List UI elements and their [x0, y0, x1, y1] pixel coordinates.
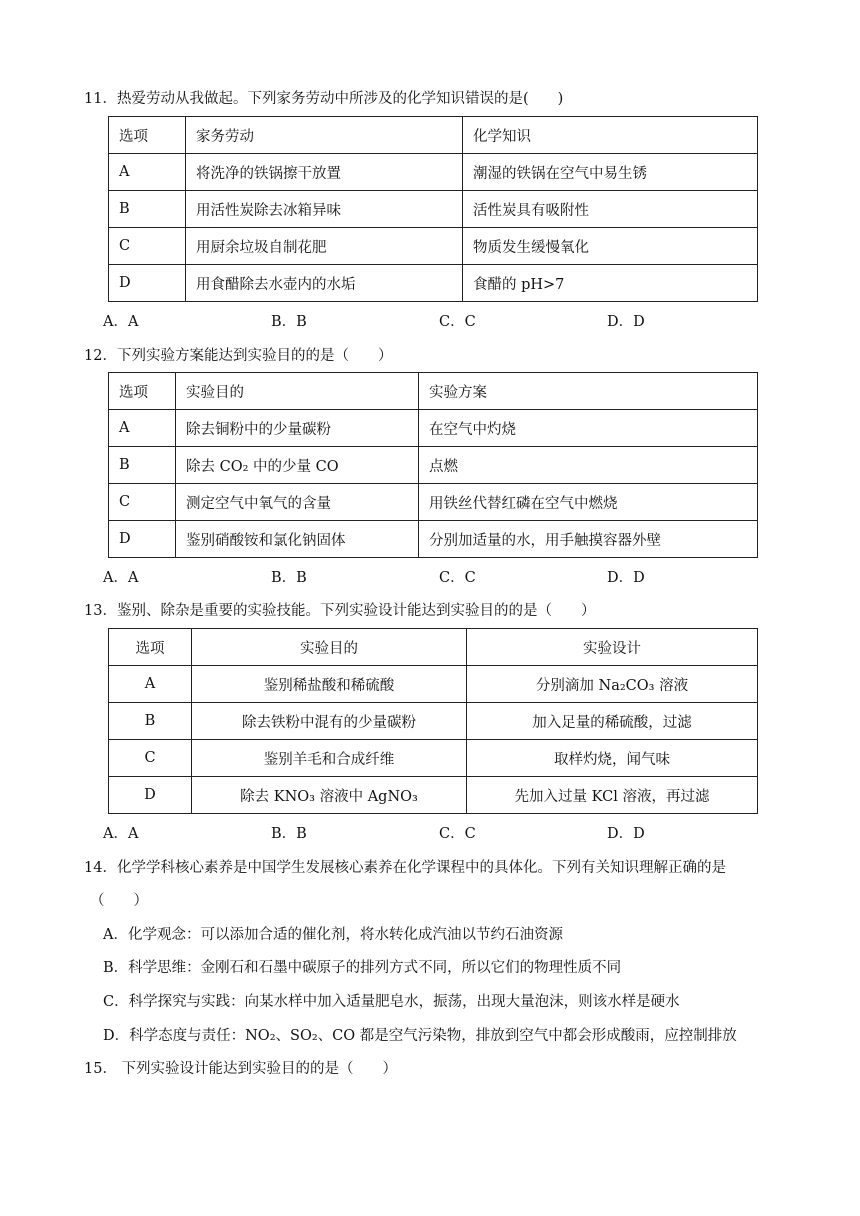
q13-table — [108, 628, 758, 814]
table-cell: 取样灼烧，闻气味 — [467, 740, 758, 777]
option-b[interactable]: B．B — [271, 570, 307, 586]
header-cell: 实验目的 — [176, 373, 419, 410]
option-d[interactable]: D．科学态度与责任：NO₂、SO₂、CO 都是空气污染物，排放到空气中都会形成酸雨，应控制排放 — [103, 1028, 737, 1044]
header-cell: 选项 — [109, 629, 192, 666]
table-row — [109, 191, 758, 228]
table-row — [109, 410, 758, 447]
table-cell: 先加入过量 KCl 溶液，再过滤 — [467, 777, 758, 814]
table-cell: C — [109, 484, 176, 521]
header-cell: 实验设计 — [467, 629, 758, 666]
table-cell: 用活性炭除去冰箱异味 — [186, 191, 463, 228]
table-row — [109, 666, 758, 703]
table-cell: 将洗净的铁锅擦干放置 — [186, 154, 463, 191]
table-cell: D — [109, 521, 176, 558]
table-row — [109, 265, 758, 302]
option-b[interactable]: B．B — [271, 826, 307, 842]
table-cell: 食醋的 pH>7 — [463, 265, 758, 302]
table-cell: B — [109, 447, 176, 484]
table-cell: B — [109, 703, 192, 740]
table-cell: C — [109, 228, 186, 265]
q14-stem: 14．化学学科核心素养是中国学生发展核心素养在化学课程中的具体化。下列有关知识理解正确的是 — [84, 860, 726, 876]
table-cell: A — [109, 154, 186, 191]
table-cell: D — [109, 265, 186, 302]
option-a[interactable]: A．A — [103, 314, 139, 330]
header-cell: 家务劳动 — [186, 117, 463, 154]
option-d[interactable]: D．D — [607, 314, 645, 330]
table-row — [109, 484, 758, 521]
table-cell: 除去铜粉中的少量碳粉 — [176, 410, 419, 447]
table-cell: A — [109, 410, 176, 447]
table-cell: 用厨余垃圾自制花肥 — [186, 228, 463, 265]
q11-table — [108, 116, 758, 302]
option-c[interactable]: C．科学探究与实践：向某水样中加入适量肥皂水，振荡，出现大量泡沫，则该水样是硬水 — [103, 994, 680, 1010]
option-c[interactable]: C．C — [439, 570, 476, 586]
table-cell: A — [109, 666, 192, 703]
option-b[interactable]: B．B — [271, 314, 307, 330]
option-a[interactable]: A．化学观念：可以添加合适的催化剂，将水转化成汽油以节约石油资源 — [103, 927, 563, 943]
table-cell: 点燃 — [419, 447, 758, 484]
header-cell: 化学知识 — [463, 117, 758, 154]
table-cell: 鉴别羊毛和合成纤维 — [192, 740, 467, 777]
table-cell: C — [109, 740, 192, 777]
table-row — [109, 777, 758, 814]
option-c[interactable]: C．C — [439, 314, 476, 330]
table-row — [109, 703, 758, 740]
table-cell: 用铁丝代替红磷在空气中燃烧 — [419, 484, 758, 521]
option-a[interactable]: A．A — [103, 570, 139, 586]
q15-stem: 15． 下列实验设计能达到实验目的的是（ ） — [84, 1061, 398, 1077]
table-cell: 分别滴加 Na₂CO₃ 溶液 — [467, 666, 758, 703]
table-cell: 用食醋除去水壶内的水垢 — [186, 265, 463, 302]
table-cell: 鉴别硝酸铵和氯化钠固体 — [176, 521, 419, 558]
table-cell: 潮湿的铁锅在空气中易生锈 — [463, 154, 758, 191]
table-row — [109, 521, 758, 558]
q14-stem-continuation: （ ） — [90, 893, 148, 909]
option-a[interactable]: A．A — [103, 826, 139, 842]
header-cell: 实验目的 — [192, 629, 467, 666]
table-row — [109, 447, 758, 484]
table-cell: D — [109, 777, 192, 814]
header-cell: 实验方案 — [419, 373, 758, 410]
table-cell: 加入足量的稀硫酸，过滤 — [467, 703, 758, 740]
table-header-row — [109, 629, 758, 666]
table-cell: 除去铁粉中混有的少量碳粉 — [192, 703, 467, 740]
table-cell: 活性炭具有吸附性 — [463, 191, 758, 228]
option-c[interactable]: C．C — [439, 826, 476, 842]
table-row — [109, 740, 758, 777]
header-cell: 选项 — [109, 373, 176, 410]
option-d[interactable]: D．D — [607, 570, 645, 586]
table-cell: 除去 CO₂ 中的少量 CO — [176, 447, 419, 484]
table-cell: 在空气中灼烧 — [419, 410, 758, 447]
table-row — [109, 228, 758, 265]
table-cell: 测定空气中氧气的含量 — [176, 484, 419, 521]
table-cell: 物质发生缓慢氧化 — [463, 228, 758, 265]
q11-stem: 11．热爱劳动从我做起。下列家务劳动中所涉及的化学知识错误的是( ) — [84, 91, 564, 107]
q13-stem: 13．鉴别、除杂是重要的实验技能。下列实验设计能达到实验目的的是（ ） — [84, 603, 596, 619]
table-cell: 分别加适量的水，用手触摸容器外壁 — [419, 521, 758, 558]
q12-stem: 12．下列实验方案能达到实验目的的是（ ） — [84, 348, 393, 364]
table-header-row — [109, 117, 758, 154]
header-cell: 选项 — [109, 117, 186, 154]
table-row — [109, 154, 758, 191]
table-cell: 除去 KNO₃ 溶液中 AgNO₃ — [192, 777, 467, 814]
table-cell: B — [109, 191, 186, 228]
q12-table — [108, 372, 758, 558]
table-header-row — [109, 373, 758, 410]
option-b[interactable]: B．科学思维：金刚石和石墨中碳原子的排列方式不同，所以它们的物理性质不同 — [103, 960, 622, 976]
option-d[interactable]: D．D — [607, 826, 645, 842]
table-cell: 鉴别稀盐酸和稀硫酸 — [192, 666, 467, 703]
